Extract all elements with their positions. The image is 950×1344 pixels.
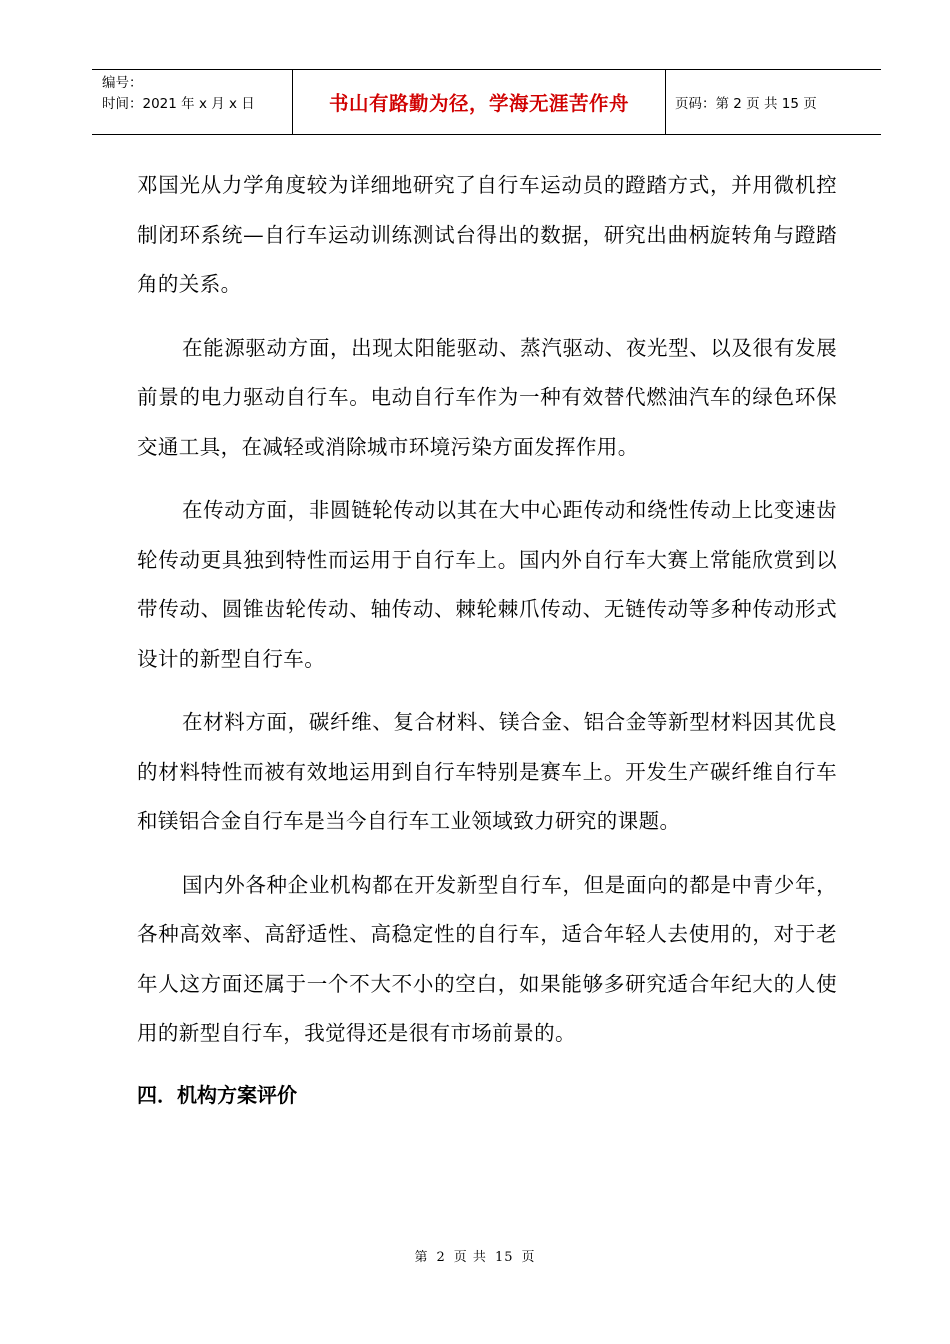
- page-header: [92, 69, 881, 135]
- paragraph-5: 国内外各种企业机构都在开发新型自行车，但是面向的都是中青少年，各种高效率、高舒适性、高稳定性的自行车，适合年轻人去使用的，对于老年人这方面还属于一个不大不小的空白，如果能够多研究适合年纪大的人使用的新型自行车，我觉得还是很有市场前景的。: [137, 872, 837, 1045]
- header-page-code: 页码：第 2 页 共 15 页: [675, 96, 817, 112]
- time-label: 时间：2021 年 x 月 x 日: [102, 96, 255, 112]
- header-motto: 书山有路勤为径，学海无涯苦作舟: [293, 70, 666, 134]
- paragraph-3: 在传动方面，非圆链轮传动以其在大中心距传动和绕性传动上比变速齿轮传动更具独到特性而运用于自行车上。国内外自行车大赛上常能欣赏到以带传动、圆锥齿轮传动、轴传动、棘轮棘爪传动、无链传动等多种传动形式设计的新型自行车。: [137, 498, 837, 671]
- footer-page-number: 2: [436, 1250, 446, 1265]
- paragraph-1: 邓国光从力学角度较为详细地研究了自行车运动员的蹬踏方式，并用微机控制闭环系统—自行车运动训练测试台得出的数据，研究出曲柄旋转角与蹬踏角的关系。: [137, 173, 837, 296]
- footer-prefix: 第: [414, 1250, 429, 1265]
- paragraph-4: 在材料方面，碳纤维、复合材料、镁合金、铝合金等新型材料因其优良的材料特性而被有效地运用到自行车特别是赛车上。开发生产碳纤维自行车和镁铝合金自行车是当今自行车工业领域致力研究的课题。: [137, 710, 837, 833]
- footer-page-total: 15: [494, 1250, 514, 1265]
- footer-mid: 页 共: [453, 1250, 487, 1265]
- document-body: [137, 161, 837, 1117]
- section-heading: 四．机构方案评价: [137, 1082, 297, 1107]
- paragraph-2: 在能源驱动方面，出现太阳能驱动、蒸汽驱动、夜光型、以及很有发展前景的电力驱动自行车。电动自行车作为一种有效替代燃油汽车的绿色环保交通工具，在减轻或消除城市环境污染方面发挥作用。: [137, 335, 837, 459]
- footer-suffix: 页: [521, 1250, 536, 1265]
- header-meta: [92, 70, 293, 134]
- page-footer: [0, 1246, 950, 1265]
- serial-label: 编号：: [102, 75, 143, 91]
